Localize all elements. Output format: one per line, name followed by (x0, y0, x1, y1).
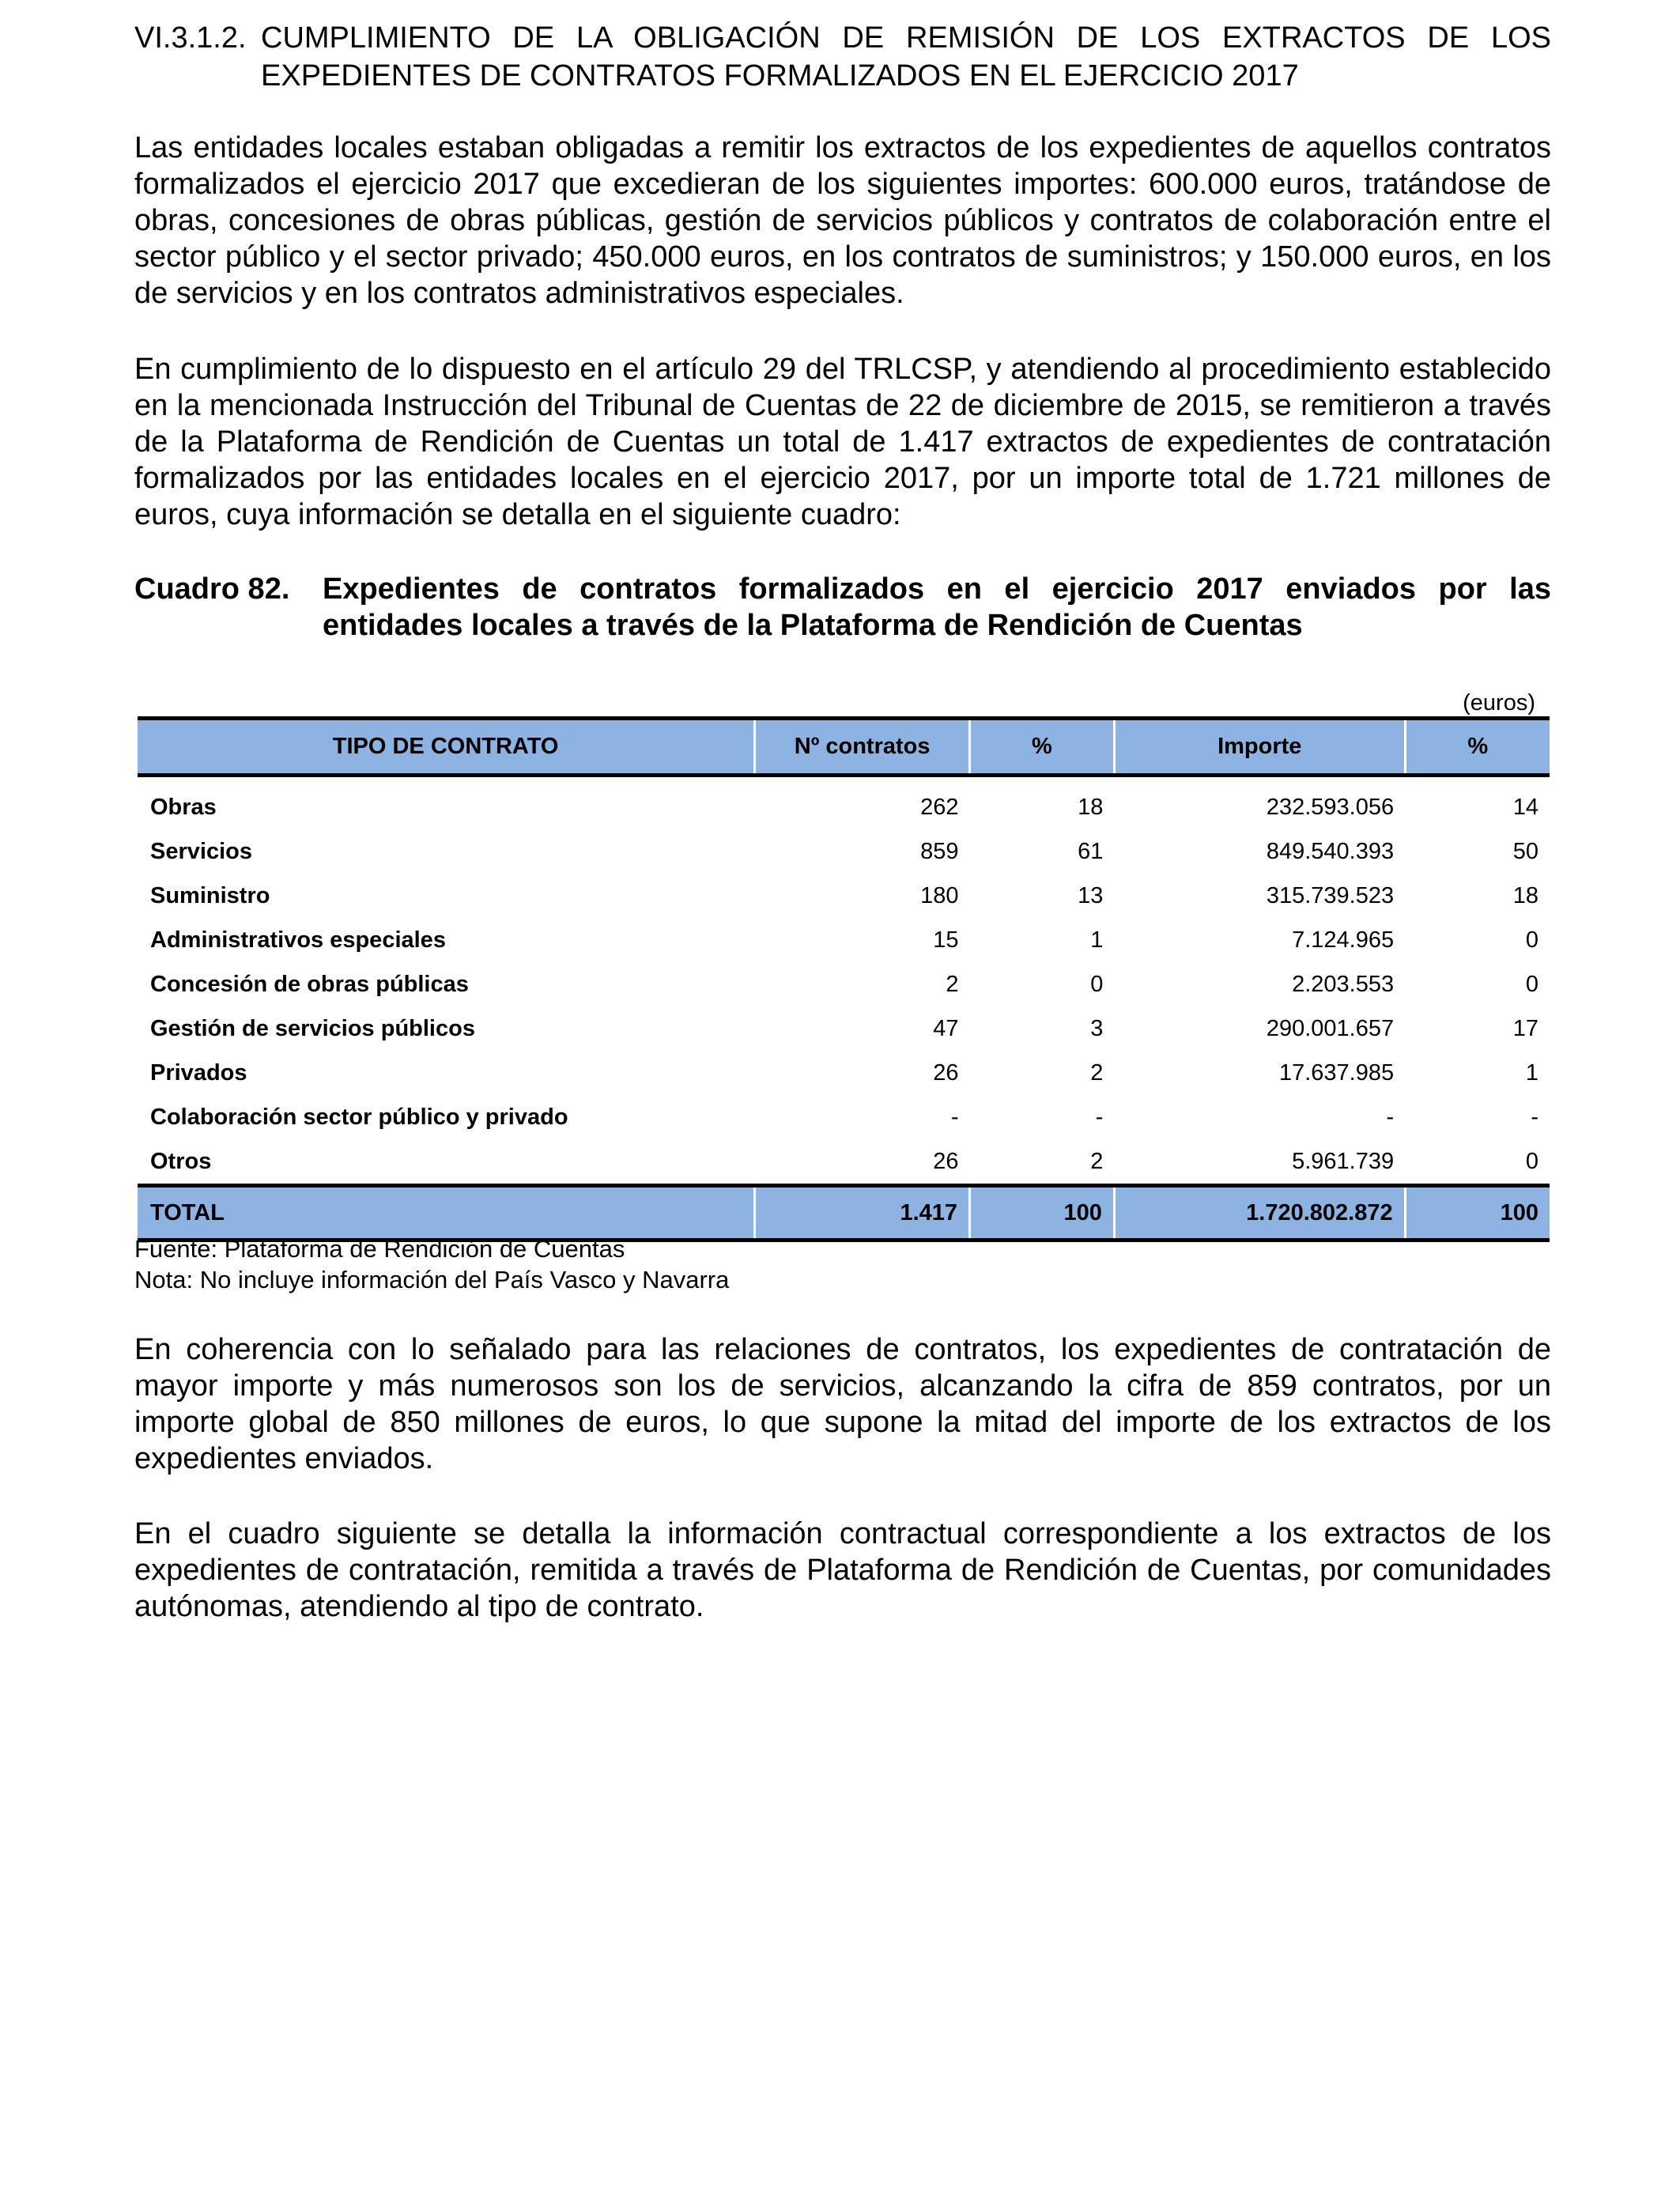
row-label: Obras (150, 794, 217, 820)
cell-importe: 5.961.739 (1292, 1148, 1395, 1174)
cell-importe: 232.593.056 (1266, 794, 1395, 820)
table-row (138, 1139, 1550, 1186)
contracts-table (138, 716, 1550, 1242)
cell-importe: 290.001.657 (1266, 1015, 1395, 1041)
row-label: Privados (150, 1059, 247, 1086)
row-label: Concesión de obras públicas (150, 971, 469, 997)
table-note: Nota: No incluye información del País Vasco y Navarra (134, 1266, 730, 1293)
total-pct-importe: 100 (1405, 1186, 1550, 1240)
cell-pct-importe: 0 (1525, 971, 1538, 997)
total-pct: 100 (970, 1186, 1115, 1240)
section-number: VI.3.1.2. (134, 21, 247, 55)
table-source: Fuente: Plataforma de Rendición de Cuentas (134, 1235, 625, 1263)
cell-num: 47 (933, 1015, 959, 1041)
cell-pct: 2 (1090, 1059, 1104, 1086)
cell-pct: 13 (1078, 882, 1104, 908)
cell-pct-importe: 50 (1512, 838, 1538, 864)
cell-pct-importe: 0 (1525, 1148, 1538, 1174)
cell-importe: 849.540.393 (1266, 838, 1395, 864)
table-row (138, 962, 1550, 1006)
total-importe: 1.720.802.872 (1114, 1186, 1405, 1240)
total-label: TOTAL (138, 1186, 755, 1240)
section-heading (134, 19, 1551, 95)
cell-pct-importe: 14 (1512, 794, 1538, 820)
row-label: Gestión de servicios públicos (150, 1015, 475, 1041)
table-total-row (138, 1186, 1550, 1240)
table-row (138, 829, 1550, 874)
cell-num: 26 (933, 1059, 959, 1086)
table-row (138, 1095, 1550, 1139)
table-row (138, 1051, 1550, 1095)
section-title: CUMPLIMIENTO DE LA OBLIGACIÓN DE REMISIÓN DE LOS EXTRACTOS DE LOS EXPEDIENTES DE CONTRATOS FORMALIZADOS EN EL EJERCICIO 2017 (261, 21, 1551, 93)
cell-pct: 0 (1090, 971, 1104, 997)
intro-paragraph: Las entidades locales estaban obligadas a remitir los extractos de los expedientes de aquellos contratos formalizados el ejercicio 2017 que excedieran de los siguientes importes: 600.000 euros, tratándose de obras, concesiones de obras públicas, gestión de servicios públicos y contratos de colaboración entre el sector público y el sector privado; 450.000 euros, en los contratos de suministros; y 150.000 euros, en los de servicios y en los contratos administrativos especiales. (134, 131, 1551, 310)
total-num: 1.417 (755, 1186, 970, 1240)
cell-pct: 1 (1090, 927, 1104, 953)
row-label: Administrativos especiales (150, 927, 446, 953)
cell-importe: - (1386, 1104, 1395, 1130)
cell-pct-importe: - (1531, 1104, 1538, 1130)
compliance-paragraph: En cumplimiento de lo dispuesto en el artículo 29 del TRLCSP, y atendiendo al procedimiento establecido en la mencionada Instrucción del Tribunal de Cuentas de 22 de diciembre de 2015, se remitieron a través de la Plataforma de Rendición de Cuentas un total de 1.417 extractos de expedientes de contratación formalizados por las entidades locales en el ejercicio 2017, por un importe total de 1.721 millones de euros, cuya información se detalla en el siguiente cuadro: (134, 353, 1551, 531)
row-label: Servicios (150, 838, 252, 864)
row-label: Colaboración sector público y privado (150, 1104, 568, 1130)
table-row (138, 918, 1550, 962)
cell-pct: 61 (1078, 838, 1104, 864)
cell-importe: 17.637.985 (1278, 1059, 1395, 1086)
table-row (138, 874, 1550, 918)
row-label: Suministro (150, 882, 270, 908)
row-label: Otros (150, 1148, 212, 1174)
cell-importe: 7.124.965 (1292, 927, 1395, 953)
cell-num: - (950, 1104, 959, 1130)
table-header-row (138, 719, 1550, 776)
header-tipo: TIPO DE CONTRATO (138, 719, 755, 776)
cell-num: 180 (920, 882, 959, 908)
cell-pct: 18 (1078, 794, 1104, 820)
cell-importe: 2.203.553 (1292, 971, 1395, 997)
header-importe: Importe (1114, 719, 1405, 776)
caption-text: Expedientes de contratos formalizados en el ejercicio 2017 enviados por las entidades locales a través de la Plataforma de Rendición de Cuentas (323, 572, 1551, 642)
cell-num: 859 (920, 838, 959, 864)
cell-num: 15 (933, 927, 959, 953)
caption-label: Cuadro 82. (134, 572, 290, 606)
cell-importe: 315.739.523 (1266, 882, 1395, 908)
cell-num: 262 (920, 794, 959, 820)
table-row (138, 776, 1550, 830)
cell-pct: 3 (1090, 1015, 1104, 1041)
cell-num: 26 (933, 1148, 959, 1174)
cell-pct-importe: 0 (1525, 927, 1538, 953)
analysis-paragraph: En coherencia con lo señalado para las relaciones de contratos, los expedientes de contratación de mayor importe y más numerosos son los de servicios, alcanzando la cifra de 859 contratos, por un importe global de 850 millones de euros, lo que supone la mitad del importe de los extractos de los expedientes enviados. (134, 1333, 1551, 1475)
table-caption (134, 571, 1551, 644)
header-num-contratos: Nº contratos (755, 719, 970, 776)
table-units: (euros) (1463, 690, 1535, 716)
table-row (138, 1006, 1550, 1051)
header-pct-importe: % (1405, 719, 1550, 776)
next-table-paragraph: En el cuadro siguiente se detalla la información contractual correspondiente a los extractos de los expedientes de contratación, remitida a través de Plataforma de Rendición de Cuentas, por comunidades autónomas, atendiendo al tipo de contrato. (134, 1517, 1551, 1623)
cell-pct-importe: 17 (1512, 1015, 1538, 1041)
cell-num: 2 (946, 971, 959, 997)
header-pct-contratos: % (970, 719, 1115, 776)
cell-pct: - (1095, 1104, 1104, 1130)
cell-pct-importe: 1 (1525, 1059, 1538, 1086)
cell-pct: 2 (1090, 1148, 1104, 1174)
cell-pct-importe: 18 (1512, 882, 1538, 908)
